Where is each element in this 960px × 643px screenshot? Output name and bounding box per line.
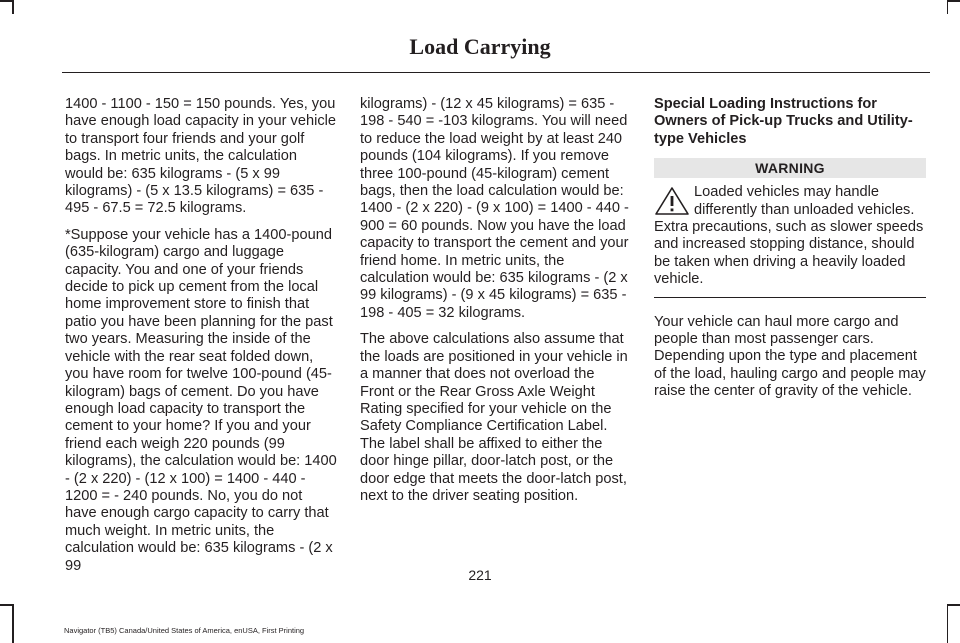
- paragraph: The above calculations also assume that the loads are positioned in your vehicle in a manner that does not overload the Front or the Rear Gross Axle Weight Rating specified for your vehicle on the Safety Compliance Certification Label. The label shall be affixed to either the door hinge pillar, door-latch post, or the door edge that meets the door-latch post, next to the driver seating position.: [360, 331, 628, 504]
- crop-mark: [948, 604, 960, 606]
- warning-label: WARNING: [654, 158, 926, 178]
- warning-text: Loaded vehicles may handle differently than unloaded vehicles. Extra precautions, such as slower speeds and increased stopping distance, should be taken when driving a heavily loaded vehicle.: [654, 184, 924, 288]
- paragraph: Your vehicle can haul more cargo and people than most passenger cars. Depending upon the type and placement of the load, hauling cargo and people may raise the center of gravity of the vehicle.: [654, 313, 926, 400]
- column-right: [654, 96, 926, 401]
- paragraph: kilograms) - (12 x 45 kilograms) = 635 - 198 - 540 = -103 kilograms. You will need to reduce the load weight by at least 240 pounds (104 kilograms). If you remove three 100-pound (45-kilogram) cement bags, then the load calculation would be: 1400 - (2 x 220) - (9 x 100) = 1400 - 440 - 900 = 60 pounds. Now you have the load capacity to transport the cement and your friend home. In metric units, the calculation would be: 635 kilograms - (2 x 99 kilograms) - (9 x 45 kilograms) = 635 - 198 - 405 = 32 kilograms.: [360, 96, 629, 321]
- warning-divider: [654, 297, 926, 298]
- crop-mark: [947, 0, 949, 14]
- section-heading: Special Loading Instructions for Owners of Pick-up Trucks and Utility-type Vehicles: [654, 96, 913, 147]
- warning-triangle-icon: [654, 186, 690, 216]
- footer-text: Navigator (TB5) Canada/United States of America, enUSA, First Printing: [64, 626, 305, 635]
- paragraph: *Suppose your vehicle has a 1400-pound (635-kilogram) cargo and luggage capacity. You and one of your friends decide to pick up cement from the local home improvement store to finish that patio you have been planning for the past two years. Measuring the inside of the vehicle with the rear seat folded down, you have room for twelve 100-pound (45-kilogram) bags of cement. Do you have enough load capacity to transport the cement to your home? If you and your friend each weigh 220 pounds (99 kilograms), the calculation would be: 1400 - (2 x 220) - (12 x 100) = 1400 - 440 - 1200 = - 240 pounds. No, you do not have enough cargo capacity to carry that much weight. In metric units, the calculation would be: 635 kilograms - (2 x 99: [65, 226, 337, 574]
- page-number: 221: [468, 567, 492, 583]
- warning-box: [654, 158, 926, 297]
- crop-mark: [12, 604, 14, 643]
- crop-mark: [948, 0, 960, 2]
- page-title: Load Carrying: [409, 34, 551, 59]
- crop-mark: [0, 0, 12, 2]
- warning-body: [654, 184, 926, 288]
- column-middle: [360, 96, 632, 514]
- crop-mark: [12, 0, 14, 14]
- paragraph: 1400 - 1100 - 150 = 150 pounds. Yes, you have enough load capacity in your vehicle to transport four friends and your golf bags. In metric units, the calculation would be: 635 kilograms - (5 x 99 kilograms) - (5 x 13.5 kilograms) = 635 - 495 - 67.5 = 72.5 kilograms.: [65, 96, 336, 217]
- crop-mark: [0, 604, 12, 606]
- crop-mark: [947, 604, 949, 643]
- header-divider: [62, 72, 930, 73]
- column-left: [65, 96, 337, 584]
